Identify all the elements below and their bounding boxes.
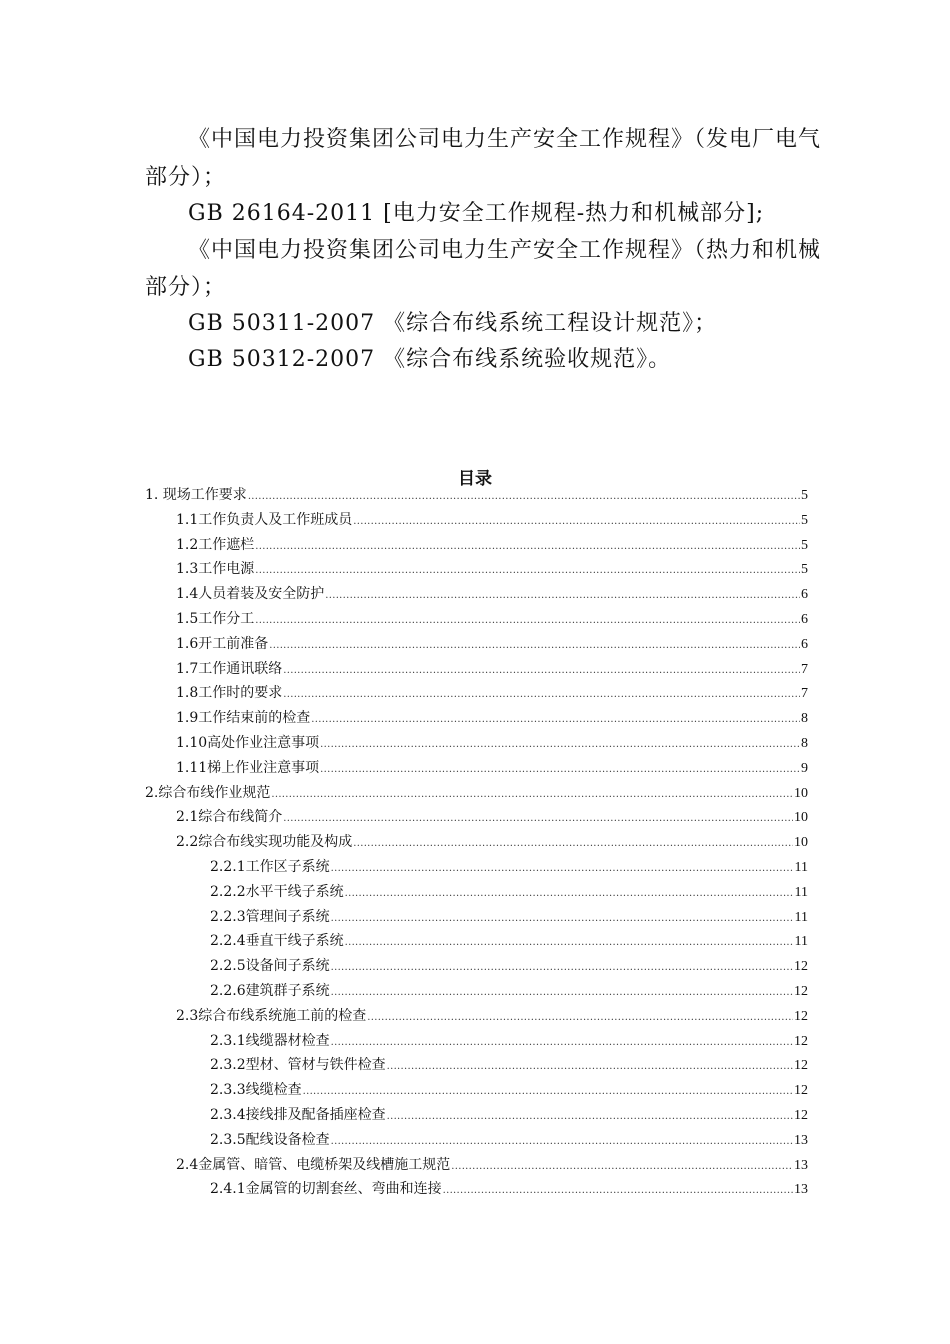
- toc-leader-dots: [283, 682, 800, 707]
- toc-entry-title: 1.2工作遮栏: [176, 536, 255, 553]
- toc-entry[interactable]: [176, 830, 808, 855]
- toc-entry[interactable]: [176, 1153, 808, 1178]
- toc-entry-page: 11: [794, 884, 808, 900]
- toc-entry-title: 2.3.1线缆器材检查: [210, 1032, 330, 1049]
- toc-leader-dots: [451, 1154, 793, 1179]
- toc-entry[interactable]: [210, 1103, 808, 1128]
- toc-entry-title: 1. 现场工作要求: [145, 487, 247, 503]
- toc-entry-page: 12: [794, 1008, 808, 1024]
- toc-entry-title: 2.2.2水平干线子系统: [210, 883, 344, 900]
- reference-line: GB 26164-2011 [电力安全工作规程-热力和机械部分];: [188, 201, 765, 226]
- toc-entry-title: 2.3.2型材、管材与铁件检查: [210, 1057, 386, 1074]
- toc-entry-page: 10: [794, 785, 808, 801]
- toc-entry-page: 6: [801, 612, 808, 627]
- toc-entry-title: 2.3.3线缆检查: [210, 1082, 302, 1099]
- toc-entry-title: 1.10高处作业注意事项: [176, 735, 320, 751]
- toc-entry-title: 2.综合布线作业规范: [145, 784, 271, 801]
- toc-entry-page: 11: [794, 934, 808, 950]
- toc-entry-page: 10: [794, 810, 808, 826]
- toc-entry-page: 10: [794, 835, 808, 851]
- toc-leader-dots: [353, 831, 793, 856]
- toc-entry-page: 12: [794, 1108, 808, 1123]
- toc-entry[interactable]: [176, 681, 808, 706]
- toc-entry-page: 12: [794, 1058, 808, 1074]
- toc-leader-dots: [248, 484, 800, 509]
- toc-entry-page: 12: [794, 984, 808, 999]
- toc-entry-page: 6: [801, 587, 808, 603]
- toc-entry[interactable]: [210, 979, 808, 1004]
- toc-entry-page: 11: [794, 909, 808, 925]
- toc-entry-page: 8: [801, 711, 808, 727]
- toc-entry-title: 2.4金属管、暗管、电缆桥架及线槽施工规范: [176, 1156, 451, 1173]
- toc-entry-title: 2.4.1金属管的切割套丝、弯曲和连接: [210, 1181, 442, 1198]
- reference-line: 《中国电力投资集团公司电力生产安全工作规程》（发电厂电气: [188, 127, 822, 152]
- toc-leader-dots: [283, 658, 800, 683]
- toc-entry[interactable]: [176, 607, 808, 632]
- toc-leader-dots: [303, 1079, 793, 1104]
- toc-entry-title: 1.3工作电源: [176, 561, 255, 578]
- toc-leader-dots: [353, 509, 800, 534]
- toc-entry[interactable]: [145, 781, 808, 806]
- toc-entry-title: 1.8工作时的要求: [176, 685, 283, 702]
- toc-entry-title: 1.11梯上作业注意事项: [176, 759, 320, 776]
- toc-entry-title: 2.2.5设备间子系统: [210, 958, 330, 975]
- toc-entry-page: 7: [801, 686, 808, 702]
- toc-entry-title: 2.1综合布线简介: [176, 809, 283, 826]
- toc-entry-page: 13: [794, 1182, 808, 1198]
- toc-leader-dots: [255, 534, 800, 559]
- toc-entry-title: 2.2.1工作区子系统: [210, 859, 330, 875]
- toc-entry-title: 1.6开工前准备: [176, 635, 269, 652]
- toc-leader-dots: [271, 782, 793, 807]
- toc-entry[interactable]: [210, 1078, 808, 1103]
- toc-entry-title: 1.4人员着装及安全防护: [176, 586, 325, 603]
- toc-entry-page: 5: [801, 537, 808, 553]
- toc-entry[interactable]: [176, 582, 808, 607]
- toc-entry-page: 5: [801, 512, 808, 528]
- toc-entry-title: 2.2.6建筑群子系统: [210, 983, 330, 999]
- toc-leader-dots: [255, 608, 800, 633]
- toc-entry[interactable]: [176, 1004, 808, 1029]
- toc-entry-title: 2.2.3管理间子系统: [210, 908, 330, 925]
- toc-entry[interactable]: [210, 880, 808, 905]
- toc-entry[interactable]: [176, 533, 808, 558]
- reference-line: 部分）；: [145, 165, 227, 190]
- toc-leader-dots: [311, 707, 800, 732]
- reference-line: GB 50311-2007 《综合布线系统工程设计规范》；: [188, 311, 718, 336]
- toc-entry-title: 1.5工作分工: [176, 611, 255, 627]
- toc-entry-page: 12: [794, 1033, 808, 1049]
- toc-entry[interactable]: [176, 731, 808, 756]
- toc-entry-page: 13: [794, 1157, 808, 1173]
- toc-entry-page: 8: [801, 736, 808, 751]
- toc-entry[interactable]: [210, 1053, 808, 1078]
- toc-entry-page: 12: [794, 1083, 808, 1099]
- toc-title: 目录: [458, 469, 492, 489]
- toc-leader-dots: [269, 633, 800, 658]
- reference-line: GB 50312-2007 《综合布线系统验收规范》。: [188, 347, 672, 372]
- toc-entry[interactable]: [176, 706, 808, 731]
- toc-entry[interactable]: [210, 1128, 808, 1153]
- toc-leader-dots: [325, 583, 800, 608]
- toc-entry[interactable]: [176, 508, 808, 533]
- toc-entry[interactable]: [176, 756, 808, 781]
- toc-entry-title: 2.3.4接线排及配备插座检查: [210, 1107, 386, 1123]
- reference-line: 部分）；: [145, 275, 227, 300]
- toc-leader-dots: [331, 955, 793, 980]
- toc-entry-page: 7: [801, 661, 808, 677]
- toc-entry[interactable]: [210, 954, 808, 979]
- toc-entry-title: 1.9工作结束前的检查: [176, 710, 311, 727]
- toc-entry[interactable]: [210, 905, 808, 930]
- toc-leader-dots: [331, 1030, 793, 1055]
- toc-entry[interactable]: [176, 805, 808, 830]
- toc-entry[interactable]: [210, 855, 808, 880]
- toc-leader-dots: [387, 1054, 793, 1079]
- toc-entry[interactable]: [176, 632, 808, 657]
- toc-leader-dots: [387, 1104, 793, 1129]
- toc-entry[interactable]: [210, 929, 808, 954]
- toc-leader-dots: [345, 881, 794, 906]
- toc-leader-dots: [367, 1005, 793, 1030]
- toc-entry-title: 2.2综合布线实现功能及构成: [176, 834, 353, 851]
- toc-entry-title: 2.3.5配线设备检查: [210, 1131, 330, 1148]
- toc-entry[interactable]: [210, 1177, 808, 1202]
- toc-entry[interactable]: [176, 557, 808, 582]
- toc-entry-page: 13: [794, 1132, 808, 1148]
- toc-entry-page: 12: [794, 959, 808, 975]
- toc-leader-dots: [320, 757, 800, 782]
- reference-line: 《中国电力投资集团公司电力生产安全工作规程》（热力和机械: [188, 238, 822, 263]
- toc-entry[interactable]: [210, 1029, 808, 1054]
- toc-leader-dots: [283, 806, 793, 831]
- toc-entry-page: 11: [794, 860, 808, 875]
- toc-leader-dots: [345, 930, 794, 955]
- toc-leader-dots: [255, 558, 800, 583]
- toc-entry-title: 2.3综合布线系统施工前的检查: [176, 1007, 367, 1024]
- toc-leader-dots: [331, 980, 793, 1005]
- toc-entry-page: 6: [801, 636, 808, 652]
- toc-entry-title: 1.1工作负责人及工作班成员: [176, 511, 353, 528]
- toc-entry-page: 5: [801, 562, 808, 578]
- toc-leader-dots: [331, 856, 794, 881]
- toc-entry-title: 1.7工作通讯联络: [176, 660, 283, 677]
- toc-entry[interactable]: [176, 657, 808, 682]
- toc-leader-dots: [331, 1129, 793, 1154]
- toc-entry-title: 2.2.4垂直干线子系统: [210, 933, 344, 950]
- toc-entry-page: 5: [801, 488, 808, 503]
- toc-leader-dots: [331, 906, 794, 931]
- toc-entry-page: 9: [801, 760, 808, 776]
- toc-leader-dots: [320, 732, 800, 757]
- toc-entry[interactable]: [145, 483, 808, 508]
- toc-leader-dots: [443, 1178, 793, 1203]
